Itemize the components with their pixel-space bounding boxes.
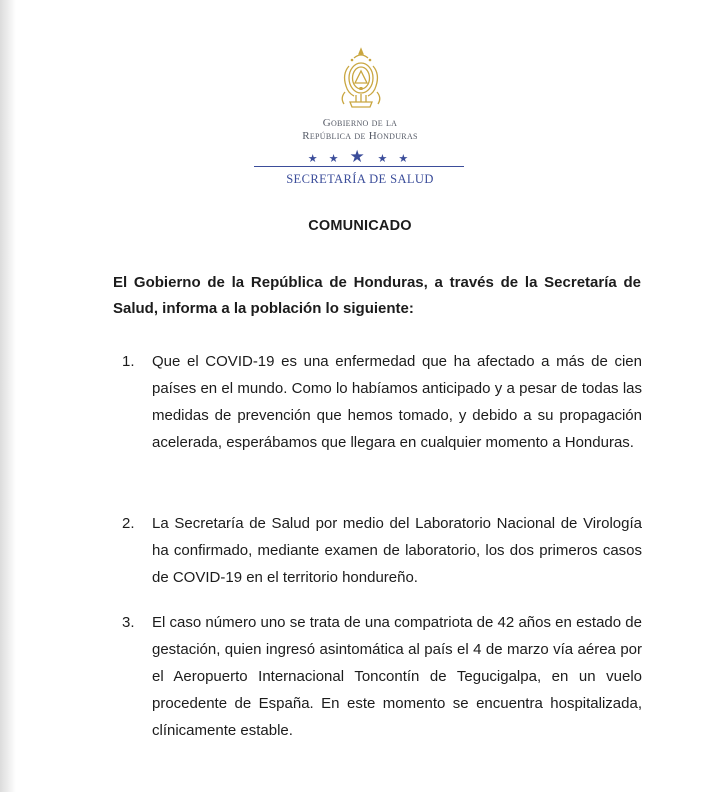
list-item-text: El caso número uno se trata de una compatriota de 42 años en estado de gestación, quien ingresó asintomática al país el 4 de marzo vía aérea por el Aeropuerto Internacional Toncontín de Tegucigalpa, en un vuelo procedente de España. En este momento se encuentra hospitalizada, clínicamente estable. <box>152 614 642 739</box>
document-title: COMUNICADO <box>308 218 412 234</box>
government-name-line-1: Gobierno de la <box>322 117 398 129</box>
list-item-number: 1. <box>122 353 135 370</box>
list-item <box>122 348 642 456</box>
list-item-number: 2. <box>122 515 135 532</box>
list-item <box>122 609 642 744</box>
header-divider <box>254 166 464 167</box>
coat-of-arms-seal <box>336 46 386 112</box>
list-item-text: Que el COVID-19 es una enfermedad que ha afectado a más de cien países en el mundo. Como lo habíamos anticipado y a pesar de todas las medidas de prevención que hemos tomado, y debido a su propagación acelerada, esperábamos que llegara en cualquier momento a Honduras. <box>152 353 642 451</box>
five-stars-icon: ★ ★ ★ ★ ★ <box>307 147 413 166</box>
list-item-text: La Secretaría de Salud por medio del Laboratorio Nacional de Virología ha confirmado, mediante examen de laboratorio, los dos primeros casos de COVID-19 en el territorio hondureño. <box>152 515 642 586</box>
list-item-number: 3. <box>122 614 135 631</box>
government-name-line-2: República de Honduras <box>302 130 418 142</box>
list-item <box>122 510 642 591</box>
intro-paragraph: El Gobierno de la República de Honduras, a través de la Secretaría de Salud, informa a la población lo siguiente: <box>113 274 641 317</box>
secretaria-de-salud-label: SECRETARÍA DE SALUD <box>286 172 434 186</box>
coat-of-arms-icon <box>336 46 386 112</box>
